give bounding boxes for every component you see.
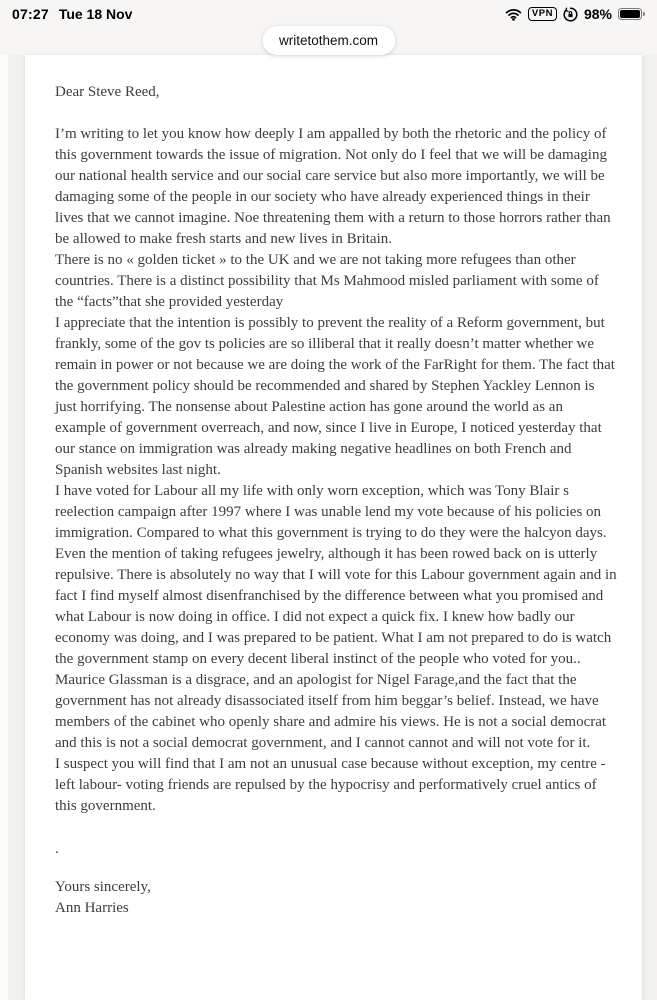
url-text: writetothem.com: [278, 33, 379, 48]
vpn-badge: VPN: [528, 7, 557, 21]
date-text: Tue 18 Nov: [58, 6, 133, 22]
battery-icon: [618, 8, 645, 20]
letter-signature: Ann Harries: [55, 900, 129, 916]
wifi-icon: [505, 8, 522, 21]
page-background: [8, 55, 657, 1000]
status-bar-left: [12, 6, 132, 22]
letter-paragraph: I’m writing to let you know how deeply I am appalled by both the rhetoric and the policy of this government towards the issue of migration. Not only do I feel that we will be damaging our national health service and our social care service but also more importantly, we will be damaging some of the people in our society who have already experienced things in their lives that we cannot imagine. Noe threatening them with a return to those horrors rather than be allowed to make fresh starts and new lives in Britain.: [55, 126, 611, 247]
letter-paragraph: I have voted for Labour all my life with only worn exception, which was Tony Blair s reelection campaign after 1997 where I was unable lend my vote because of his policies on immigration. Compared to what this government is trying to do they were the halcyon days.: [55, 483, 607, 541]
status-bar-right: [505, 6, 645, 22]
letter-paragraph: Even the mention of taking refugees jewelry, although it has been rowed back on is utterly repulsive. There is absolutely no way that I will vote for this Labour government again and in fact I find myself almost disenfranchised by the difference between what you promised and what Labour is now doing in office. I did not expect a quick fix. I knew how badly our economy was doing, and I was prepared to be patient. What I am not prepared to do is watch the government stamp on every decent liberal instinct of the people who voted for you.. Maurice Glassman is a disgrace, and an apologist for Nigel Farage,and the fact that the government has not already disassociated itself from him beggar’s belief. Instead, we have members of the cabinet who openly share and admire his views. He is not a social democrat and this is not a social democrat government, and I cannot cannot and will not vote for it.: [55, 546, 617, 751]
status-bar: [0, 0, 657, 28]
letter-paragraph: I appreciate that the intention is possibly to prevent the reality of a Reform government, but frankly, some of the gov ts policies are so illiberal that it really doesn’t matter whether we remain in power or not because we are doing the work of the FarRight for them. The fact that the government policy should be recommended and shared by Stephen Yackley Lennon is just horrifying. The nonsense about Palestine action has gone around the world as an example of government overreach, and now, since I live in Europe, I noticed yesterday that our stance on immigration was already making negative headlines on both French and Spanish websites last night.: [55, 315, 615, 478]
letter-paragraph: I suspect you will find that I am not an unusual case because without exception, my centre -left labour- voting friends are repulsed by the hypocrisy and performatively cruel antics of this government.: [55, 756, 606, 814]
letter-stray-mark: .: [55, 841, 59, 857]
battery-percent: 98%: [583, 6, 612, 22]
letter-salutation: Dear Steve Reed,: [55, 84, 160, 100]
orientation-lock-icon: [563, 7, 578, 22]
url-pill[interactable]: [262, 26, 395, 55]
letter-card: [25, 55, 642, 1000]
letter-closing: Yours sincerely,: [55, 879, 151, 895]
letter-paragraph: There is no « golden ticket » to the UK and we are not taking more refugees than other countries. There is a distinct possibility that Ms Mahmood misled parliament with some of the “facts”that she provided yesterday: [55, 252, 599, 310]
clock-text: 07:27: [12, 6, 49, 22]
